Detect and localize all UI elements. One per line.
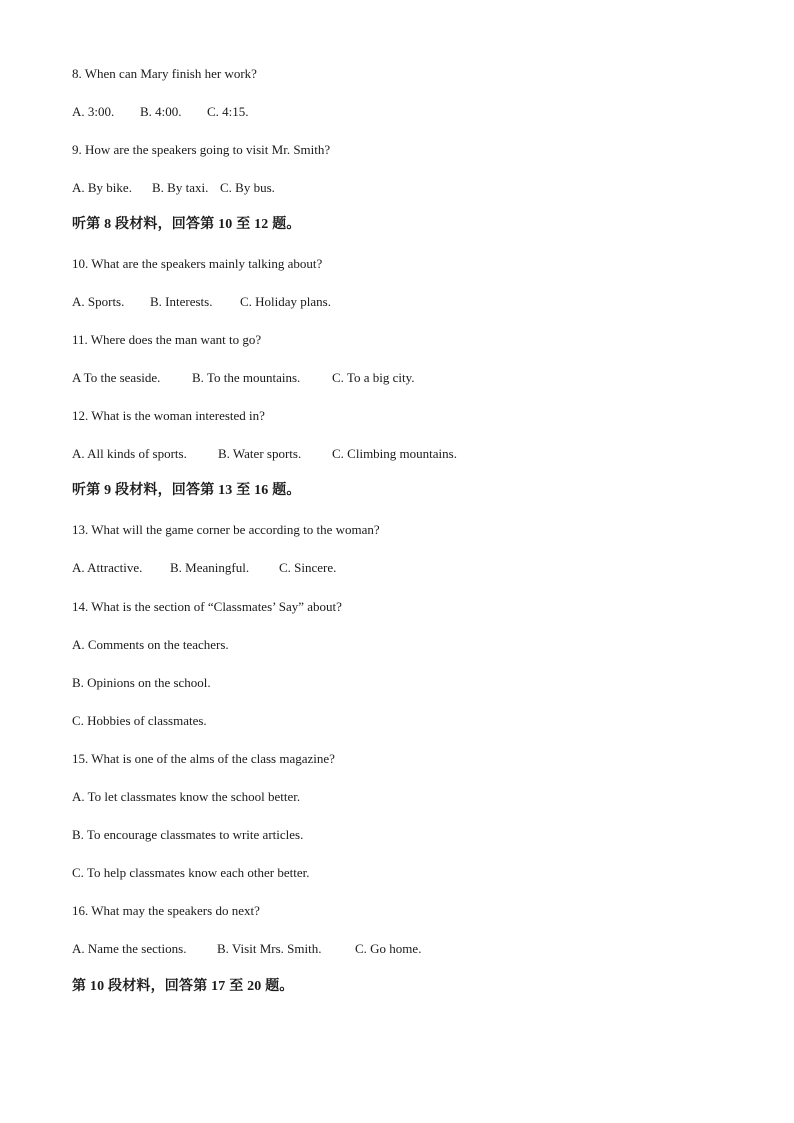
question-10: 10. What are the speakers mainly talking about?	[72, 256, 323, 271]
option-a: A To the seaside.	[72, 370, 161, 385]
option-c: C. Go home.	[355, 941, 422, 956]
section-heading-8: 听第 8 段材料，回答第 10 至 12 题。	[72, 217, 301, 232]
option-a: A. All kinds of sports.	[72, 446, 187, 461]
option-c: C. Climbing mountains.	[332, 446, 457, 461]
option-c: C. 4:15.	[207, 104, 249, 119]
options-8	[72, 104, 249, 120]
option-c: C. Holiday plans.	[240, 294, 331, 309]
question-11: 11. Where does the man want to go?	[72, 332, 262, 347]
question-9: 9. How are the speakers going to visit Mr. Smith?	[72, 142, 331, 157]
question-13: 13. What will the game corner be according to the woman?	[72, 522, 380, 537]
option-b: B. Meaningful.	[170, 560, 250, 575]
option-b: B. 4:00.	[140, 104, 182, 119]
option-c: C. By bus.	[220, 180, 275, 195]
option-14-c: C. Hobbies of classmates.	[72, 713, 207, 728]
option-14-b: B. Opinions on the school.	[72, 675, 211, 690]
section-heading-9: 听第 9 段材料，回答第 13 至 16 题。	[72, 483, 301, 498]
option-b: B. To the mountains.	[192, 370, 301, 385]
options-16	[72, 941, 421, 957]
option-b: B. Water sports.	[218, 446, 302, 461]
options-9	[72, 180, 275, 196]
question-15: 15. What is one of the alms of the class magazine?	[72, 751, 335, 766]
option-15-b: B. To encourage classmates to write articles.	[72, 827, 304, 842]
option-15-a: A. To let classmates know the school better.	[72, 789, 301, 804]
section-heading-10: 第 10 段材料，回答第 17 至 20 题。	[72, 979, 294, 994]
option-a: A. Sports.	[72, 294, 125, 309]
options-10	[72, 294, 331, 310]
option-15-c: C. To help classmates know each other better.	[72, 865, 310, 880]
option-a: A. 3:00.	[72, 104, 115, 119]
option-b: B. Visit Mrs. Smith.	[217, 941, 322, 956]
option-b: B. Interests.	[150, 294, 213, 309]
options-12	[72, 446, 457, 462]
question-12: 12. What is the woman interested in?	[72, 408, 265, 423]
question-14: 14. What is the section of “Classmates’ Say” about?	[72, 599, 342, 614]
option-c: C. To a big city.	[332, 370, 415, 385]
question-16: 16. What may the speakers do next?	[72, 903, 260, 918]
option-c: C. Sincere.	[279, 560, 337, 575]
option-14-a: A. Comments on the teachers.	[72, 637, 229, 652]
options-13	[72, 560, 336, 576]
question-8: 8. When can Mary finish her work?	[72, 66, 257, 81]
option-a: A. Attractive.	[72, 560, 143, 575]
option-b: B. By taxi.	[152, 180, 209, 195]
option-a: A. Name the sections.	[72, 941, 187, 956]
options-11	[72, 370, 415, 386]
option-a: A. By bike.	[72, 180, 132, 195]
